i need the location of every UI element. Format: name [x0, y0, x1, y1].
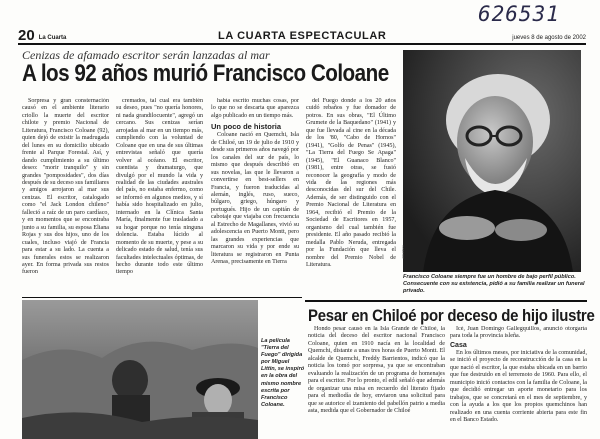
article-column-1 [22, 98, 109, 298]
brand-label: La Cuarta [38, 35, 67, 41]
section-subhead: Un poco de historia [211, 122, 282, 132]
divider-rule [305, 300, 587, 302]
issue-date: jueves 8 de agosto de 2002 [512, 35, 586, 41]
article-text: Icé, Juan Domingo Gallegquillos, anunció otorgaría para toda la provincia isleña. [450, 326, 587, 340]
photo-credit: ARCHIVO [400, 245, 405, 259]
article-text: En los últimos meses, por iniciativa de la comunidad, se inició el proyecto de reconstrucción de la casa en la que nació el escritor, la que estaba ubicada en un barrio que fue destruido en el terremoto de 1960. Para ello, el municipio inició contactos con la familia de Coloane, la que decidió entregar un aporte monetario para los trabajos, que se concretará en el mes de septiembre, y con la ayuda a los que los propios quemchinos han realizado en una cuenta corriente abierta para este fin en el Banco Estado. [450, 349, 587, 423]
page-header [18, 29, 586, 45]
article-kicker: Cenizas de afamado escritor serán lanzadas al mar [22, 48, 270, 62]
article-column-4 [306, 98, 396, 298]
article-text: del Fuego donde a los 20 años cuidó rebaños y fue domador de potros. En sus obras, "El Último Grumete de la Baquedano" (1941) y que fue llevada al cine en la década de los '80, "Cabo de Hornos" (1941), "Golfo de Penas" (1945), "La Tierra del Fuego Se Apaga" (1945), "El Guanaco Blanco" (1981), entre otras, se fusió reconocer la geografía y modo de vida de las regiones más desconocidas del sur del Chile. Además, de ser distinguido con el Premio Nacional de Literatura en 1964, recibió el Premio de la Sociedad de Escritores en 1957, organismo del cual también fue presidente. El año pasado recibió la medalla Pablo Neruda, entregada por la Fundación que lleva el nombre del Premio Nobel de Literatura. [306, 98, 396, 268]
divider-rule [22, 297, 302, 298]
article-column-3 [211, 98, 299, 298]
article-text: cremados, tal cual era también su deseo, pues "no quería honores, ni nada grandilocuente", agregó un cercano. Sus cenizas serían arrojadas al mar en un tiempo más, cumpliendo con la voluntad de Coloane que en una de sus últimas entrevistas señaló que quería volver al océano. El escritor, cuentista y dramaturgo, que divulgó por el mundo la vida y realidad de las ciudades australes del país, no estaba enfermo, como se informó en algunos medios, y sí había sido hospitalizado en julio, internado en la Clínica Santa María, finalmente fue trasladado a su hogar porque no tenía ninguna dolencia. Estaba lúcido al momento de su muerte, y pese a su delicado estado de salud, tenía sus facultades intelectuales óptimas, de hecho durante todo este último tiempo [116, 98, 203, 276]
article-text: Hondo pesar causó en la Isla Grande de Chiloé, la noticia del deceso del escritor nacional Francisco Coloane, quien en 1910 nacía en la localidad de Quemchi, distante a unas tres horas de Puerto Montt. El alcalde de Quemchi, Freddy Barrientos, indicó que la noticia los tomó por sorpresa, ya que se encontraban evaluando la realización de un programa de homenajes para el escritor. Por lo pronto, el edil señaló que además de organizar una misa en recuerdo del literato fijado para el mediodía de hoy, enviaron una solicitud para que se autorice el izamiento del pabellón patrio a media asta, medida que el Gobernador de Chiloé [308, 326, 445, 414]
film-still-photo [22, 300, 258, 439]
page-number: 20 [18, 27, 35, 44]
section-title: LA CUARTA ESPECTACULAR [218, 30, 387, 42]
article-headline: A los 92 años murió Francisco Coloane [22, 60, 389, 87]
article-text: Sorpresa y gran consternación causó en el ambiente literario criollo la muerte del escritor chilote y premio Nacional de Literatura, Francisco Coloane (92), quien dejó de existir la madrugada del lunes en su domicilio ubicado frente al Parque Forestal. Así, y dando cumplimiento a su último deseo: "morir tranquilo" y sin grandes "pomposidades", dos días después de su deceso sus familiares y amigos arrojaron al mar sus cenizas. El escritor, catalogado como "el Jack London chileno" falleció a raíz de un paro cardíaco, y en momentos que se encontraba junto a su familia, su esposa Eliana Rojas y sus dos hijos, uno de los cuales, incluso viajó de Francia para estar a su lado. La cuenta a sus funerales estos se realizaron ayer. En forma privada sus restos fueron [22, 98, 109, 276]
article-column-2 [116, 98, 203, 298]
section-subhead: Casa [450, 341, 467, 349]
second-article-column-1 [308, 326, 445, 439]
archive-number: 626531 [478, 2, 560, 26]
portrait-caption: Francisco Coloane siempre fue un hombre de bajo perfil público. Consecuente con su existencia, pidió a su familia realizar un funeral privado. [403, 274, 585, 295]
film-still-caption: La película "Tierra del Fuego" dirigida por Miguel Littin, se inspiró en la obra del mismo nombre escrita por Francisco Coloane. [261, 338, 305, 408]
second-article-headline: Pesar en Chiloé por deceso de hijo ilustre [308, 306, 595, 325]
film-still-illustration [22, 300, 258, 439]
second-article-column-2 [450, 326, 587, 439]
article-text: había escrito muchas cosas, por lo que no se descarta que aparezca algo publicado en un tiempo más. [211, 98, 299, 119]
article-text: Coloane nació en Quemchi, Isla de Chiloé, un 19 de julio de 1910 y desde sus primeros años navegó por los canales del sur de país, lo mismo que después describió en sus novelas, las que le llevaron a convertirse en best-sellers en Francia, y fueron traducidas al alemán, inglés, ruso, sueco, búlgaro, griego, húngaro y portugués. Hijo de un capitán de cabotaje que viajaba con frecuencia al Estrecho de Magallanes, vivió su adolescencia en Puerto Montt, pero las grandes experiencias que marcaron su vida y por ende su literatura se registraron en Punta Arenas, precisamente en Tierra [211, 132, 299, 266]
